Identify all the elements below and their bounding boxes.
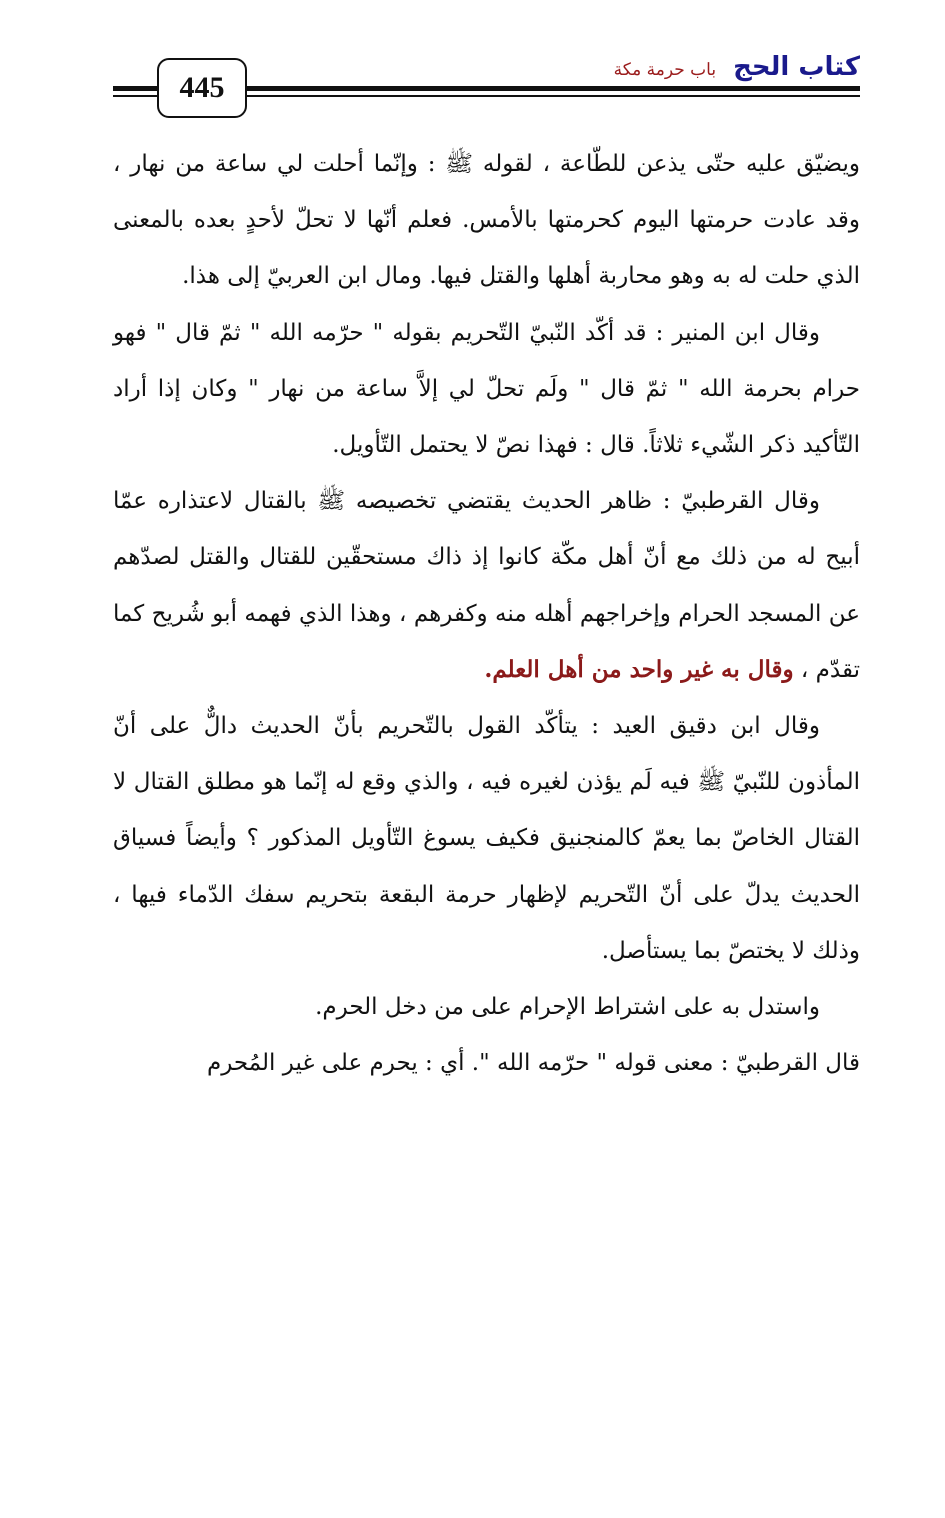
emphasis-text: وقال به غير واحد من أهل العلم. <box>484 655 794 683</box>
paragraph-6 <box>113 1035 860 1091</box>
paragraph-text: قال القرطبيّ : معنى قوله " حرّمه الله ". أي : يحرم على غير المُحرم <box>206 1050 860 1077</box>
paragraph-text: ويضيّق عليه حتّى يذعن للطّاعة ، لقوله ﷺ : وإنّما أحلت لي ساعة من نهار ، وقد عادت حرمتها اليوم كحرمتها بالأمس. فعلم أنّها لا تحلّ لأحدٍ بعده بالمعنى الذي حلت له به وهو محاربة أهلها والقتل فيها. ومال ابن العربيّ إلى هذا. <box>113 151 860 290</box>
page-body <box>113 136 860 1091</box>
paragraph-text: واستدل به على اشتراط الإحرام على من دخل الحرم. <box>315 994 820 1021</box>
paragraph-1 <box>113 136 860 305</box>
paragraph-2 <box>113 305 860 474</box>
paragraph-text: وقال القرطبيّ : ظاهر الحديث يقتضي تخصيصه ﷺ بالقتال لاعتذاره عمّا أبيح له من ذلك مع أنّ أهل مكّة كانوا إذ ذاك مستحقّين للقتال والقتل لصدّهم عن المسجد الحرام وإخراجهم أهله منه وكفرهم ، وهذا الذي فهمه أبو شُريح كما تقدّم ، <box>113 488 860 683</box>
paragraph-text: وقال ابن المنير : قد أكّد النّبيّ التّحريم بقوله " حرّمه الله " ثمّ قال " فهو حرام بحرمة الله " ثمّ قال " ولَم تحلّ لي إلاَّ ساعة من نهار " وكان إذا أراد التّأكيد ذكر الشّيء ثلاثاً. قال : فهذا نصّ لا يحتمل التّأويل. <box>113 319 860 459</box>
paragraph-text: وقال ابن دقيق العيد : يتأكّد القول بالتّحريم بأنّ الحديث دالٌّ على أنّ المأذون للنّبيّ ﷺ فيه لَم يؤذن لغيره فيه ، والذي وقع له إنّما هو مطلق القتال لا القتال الخاصّ بما يعمّ كالمنجنيق فكيف يسوغ التّأويل المذكور ؟ وأيضاً فسياق الحديث يدلّ على أنّ التّحريم لإظهار حرمة البقعة بتحريم سفك الدّماء فيها ، وذلك لا يختصّ بما يستأصل. <box>113 713 860 964</box>
paragraph-5 <box>113 979 860 1035</box>
paragraph-4 <box>113 698 860 979</box>
running-head <box>614 52 860 82</box>
chapter-title: باب حرمة مكة <box>613 60 717 80</box>
book-title: كتاب الحج <box>733 52 860 82</box>
paragraph-3 <box>113 473 860 698</box>
page-number: 445 <box>157 58 247 118</box>
page-header <box>0 0 945 140</box>
